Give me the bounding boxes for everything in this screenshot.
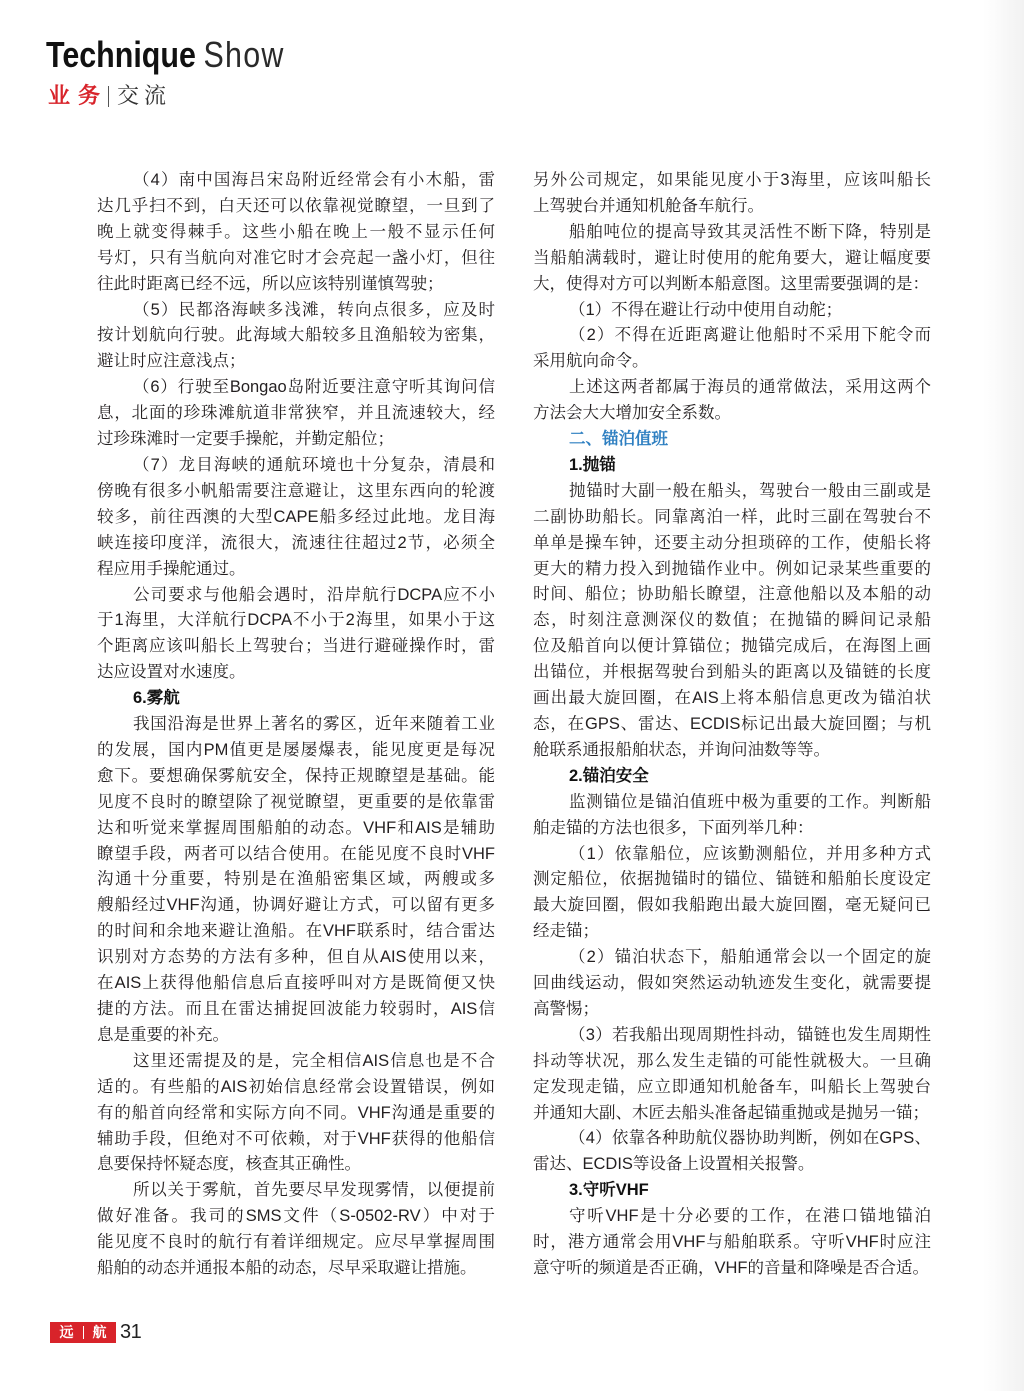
text-line: 见度不良时的瞭望除了视觉瞭望，更重要的是依靠雷 <box>97 792 495 811</box>
text-line: 经走锚； <box>533 922 599 941</box>
text-line: 较多，前往西澳的大型CAPE船多经过此地。龙目海 <box>97 507 495 526</box>
section-label-secondary: 交流 <box>117 83 172 108</box>
text-line: 抛锚时大副一般在船头，驾驶台一般由三副或是 <box>569 481 931 500</box>
text-line: 舶走锚的方法也很多，下面列举几种： <box>533 818 814 837</box>
text-line: 在AIS上获得他船信息后直接呼叫对方是既简便又快 <box>97 974 495 993</box>
subheading: 3.守听VHF <box>569 1181 649 1200</box>
text-line: 达几乎扫不到，白天还可以依靠视觉瞭望，一旦到了 <box>97 196 495 215</box>
text-line: （6）行驶至Bongao岛附近要注意守听其询问信 <box>133 378 495 397</box>
subheading: 6.雾航 <box>133 689 180 708</box>
text-line: 舱联系通报船舶状态，并询问油数等等。 <box>533 740 830 759</box>
text-line: 并通知大副、木匠去船头准备起锚重抛或是抛另一锚； <box>533 1103 929 1122</box>
text-line: 程应用手操舵通过。 <box>97 559 246 578</box>
subheading: 2.锚泊安全 <box>569 766 649 785</box>
paragraph <box>97 712 495 1049</box>
text-line: 测定船位，依据抛锚时的锚位、锚链和船舶长度设定 <box>533 870 931 889</box>
text-line: 雷达、ECDIS等设备上设置相关报警。 <box>533 1155 815 1174</box>
text-line: 有的船首向经常和实际方向不同。VHF沟通是重要的 <box>97 1103 495 1122</box>
subheading: 1.抛锚 <box>569 455 616 474</box>
paragraph <box>533 323 931 375</box>
text-line: 监测锚位是锚泊值班中极为重要的工作。判断船 <box>569 792 931 811</box>
magazine-brand-badge <box>50 1322 116 1343</box>
text-line: （1）不得在避让行动中使用自动舵； <box>569 300 843 319</box>
paragraph <box>97 1049 495 1179</box>
text-line: 于1海里，大洋航行DCPA不小于2海里，如果小于这 <box>97 611 495 630</box>
text-line: 上述这两者都属于海员的通常做法，采用这两个 <box>569 378 931 397</box>
text-line: 傍晚有很多小帆船需要注意避让，这里东西向的轮渡 <box>97 481 495 500</box>
text-line: 息是重要的补充。 <box>97 1025 229 1044</box>
text-line: 船舶吨位的提高导致其灵活性不断下降，特别是 <box>569 222 931 241</box>
page-number: 31 <box>120 1321 142 1343</box>
text-line: 大，使得对方可以判断本船意图。这里需要强调的是： <box>533 274 929 293</box>
masthead-title-regular: Show <box>203 34 285 75</box>
text-line: 守听VHF是十分必要的工作，在港口锚地锚泊 <box>569 1207 931 1226</box>
paragraph <box>97 375 495 453</box>
text-line: 号灯，只有当航向对准它时才会亮起一盏小灯，但往 <box>97 248 495 267</box>
text-line: 愈下。要想确保雾航安全，保持正规瞭望是基础。能 <box>97 766 495 785</box>
text-line: 时间、船位；协助船长瞭望，注意他船以及本船的动 <box>533 585 931 604</box>
text-line: （1）依靠船位，应该勤测船位，并用多种方式 <box>569 844 931 863</box>
text-line: 这里还需提及的是，完全相信AIS信息也是不合 <box>133 1051 495 1070</box>
paragraph <box>97 1178 495 1282</box>
text-line: 方法会大大增加安全系数。 <box>533 404 731 423</box>
text-line: 息，北面的珍珠滩航道非常狭窄，并且流速较大，经 <box>97 404 495 423</box>
text-line: 做好准备。我司的SMS文件（S-0502-RV）中对于 <box>97 1207 495 1226</box>
text-line: 另外公司规定，如果能见度小于3海里，应该叫船长 <box>533 171 931 189</box>
text-line: 瞭望手段，两者可以结合使用。在能见度不良时VHF <box>97 844 495 863</box>
paragraph <box>533 298 931 324</box>
text-line: 采用航向命令。 <box>533 352 649 371</box>
text-line: （4）依靠各种助航仪器协助判断，例如在GPS、 <box>569 1129 931 1148</box>
text-line: 达应设置对水速度。 <box>97 663 246 682</box>
text-line: 避让时应注意浅点； <box>97 352 246 371</box>
text-line: （7）龙目海峡的通航环境也十分复杂，清晨和 <box>133 455 495 474</box>
masthead-title-bold: Technique <box>46 34 196 75</box>
text-line: 当船舶满载时，避让时使用的舵角要大，避让幅度要 <box>533 248 931 267</box>
text-line: 捷的方法。而且在雷达捕捉回波能力较弱时，AIS信 <box>97 999 495 1018</box>
text-line: 艘船经过VHF沟通，协调好避让方式，可以留有更多 <box>97 896 495 915</box>
section-heading: 二、锚泊值班 <box>569 430 668 449</box>
text-line: （2）锚泊状态下，船舶通常会以一个固定的旋 <box>569 948 931 967</box>
paragraph <box>533 790 931 842</box>
paragraph <box>533 220 931 298</box>
brand-separator <box>83 1326 84 1339</box>
text-line: 最大旋回圈，假如我船跑出最大旋回圈，毫无疑问已 <box>533 896 931 915</box>
text-line: 高警惕； <box>533 999 599 1018</box>
text-line: 能见度不良时的航行有着详细规定。应尽早掌握周围 <box>97 1233 495 1252</box>
paragraph <box>533 479 931 764</box>
paragraph <box>533 1126 931 1178</box>
paragraph <box>533 945 931 1023</box>
paragraph <box>533 1204 931 1282</box>
text-line: 个距离应该叫船长上驾驶台；当进行避碰操作时，雷 <box>97 637 495 656</box>
text-line: 单单是操车钟，还要主动分担琐碎的工作，使船长将 <box>533 533 931 552</box>
text-line: 所以关于雾航，首先要尽早发现雾情，以便提前 <box>133 1181 495 1200</box>
text-line: （5）民都洛海峡多浅滩，转向点很多，应及时 <box>133 300 495 319</box>
text-line: 上驾驶台并通知机舱备车航行。 <box>533 196 764 215</box>
text-line: 的时间和余地来避让渔船。在VHF联系时，结合雷达 <box>97 922 495 941</box>
text-column-left <box>97 168 495 1282</box>
text-line: 意守听的频道是否正确，VHF的音量和降噪是否合适。 <box>533 1259 929 1277</box>
text-line: （2）不得在近距离避让他船时不采用下舵令而 <box>569 326 931 345</box>
text-line: 抖动等状况，那么发生走锚的可能性就极大。一旦确 <box>533 1051 931 1070</box>
brand-char-1: 远 <box>59 1324 74 1340</box>
paragraph <box>97 453 495 583</box>
text-line: 息要保持怀疑态度，核查其正确性。 <box>97 1155 361 1174</box>
text-line: 晚上就变得棘手。这些小船在晚上一般不显示任何 <box>97 222 495 241</box>
paragraph <box>533 375 931 427</box>
text-line: 出锚位，并根据驾驶台到船头的距离以及锚链的长度 <box>533 663 931 682</box>
text-line: （4）南中国海吕宋岛附近经常会有小木船，雷 <box>133 171 495 189</box>
text-line: 我国沿海是世界上著名的雾区，近年来随着工业 <box>133 715 495 734</box>
text-line: 更大的精力投入到抛锚作业中。例如记录某些重要的 <box>533 559 931 578</box>
text-line: 回曲线运动，假如突然运动轨迹发生变化，就需要提 <box>533 974 931 993</box>
paragraph <box>97 298 495 376</box>
text-line: 时，港方通常会用VHF与船舶联系。守听VHF时应注 <box>533 1233 931 1252</box>
text-line: 按计划航向行驶。此海域大船较多且渔船较为密集， <box>97 326 495 345</box>
section-label <box>48 84 171 108</box>
paragraph <box>97 168 495 298</box>
text-line: 态，时刻注意测深仪的数值；在抛锚的瞬间记录船 <box>533 611 931 630</box>
masthead-title <box>46 34 285 75</box>
text-line: 船舶的动态并通报本船的动态，尽早采取避让措施。 <box>97 1259 477 1278</box>
text-line: 态，在GPS、雷达、ECDIS标记出最大旋回圈；与机 <box>533 715 931 733</box>
paragraph <box>97 583 495 687</box>
page-footer <box>50 1322 141 1343</box>
text-line: 过珍珠滩时一定要手操舵，并勤定船位； <box>97 430 394 449</box>
text-line: 二副协助船长。同靠离泊一样，此时三副在驾驶台不 <box>533 507 931 526</box>
text-column-right <box>533 168 931 1282</box>
text-line: 位及船首向以便计算锚位；抛锚完成后，在海图上画 <box>533 637 931 656</box>
paragraph <box>533 842 931 946</box>
text-line: 适的。有些船的AIS初始信息经常会设置错误，例如 <box>97 1077 495 1096</box>
text-line: 峡连接印度洋，流很大，流速往往超过2节，必须全 <box>97 533 495 552</box>
text-line: 的发展，国内PM值更是屡屡爆表，能见度更是每况 <box>97 740 495 759</box>
text-line: 往此时距离已经不远，所以应该特别谨慎驾驶； <box>97 274 444 293</box>
paragraph <box>533 168 931 220</box>
section-label-primary: 业务 <box>48 83 109 108</box>
text-line: 公司要求与他船会遇时，沿岸航行DCPA应不小 <box>133 585 495 604</box>
text-line: 画出最大旋回圈，在AIS上将本船信息更改为锚泊状 <box>533 689 931 708</box>
text-line: 沟通十分重要，特别是在渔船密集区域，两艘或多 <box>97 870 495 889</box>
section-label-divider <box>108 86 109 107</box>
text-line: （3）若我船出现周期性抖动，锚链也发生周期性 <box>569 1025 931 1044</box>
text-line: 定发现走锚，应立即通知机舱备车，叫船长上驾驶台 <box>533 1077 931 1096</box>
text-line: 辅助手段，但绝对不可依赖，对于VHF获得的他船信 <box>97 1129 495 1148</box>
text-line: 识别对方态势的方法有多种，但自从AIS使用以来， <box>97 948 495 967</box>
paragraph <box>533 1023 931 1127</box>
brand-char-2: 航 <box>92 1324 107 1340</box>
text-line: 达和听觉来掌握周围船舶的动态。VHF和AIS是辅助 <box>97 818 495 837</box>
